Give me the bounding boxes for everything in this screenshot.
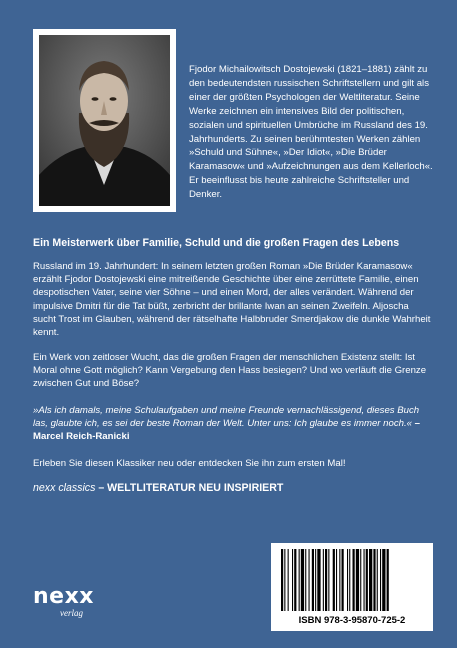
barcode-bar	[288, 549, 289, 611]
barcode-bar	[312, 549, 314, 611]
barcode-bar	[315, 549, 316, 611]
barcode-bar	[323, 549, 324, 611]
synopsis-paragraph: Russland im 19. Jahrhundert: In seinem letzten großen Roman »Die Brüder Karamasow« erzählt Fjodor Dostojewski eine mitreißende Geschichte über eine zerrüttete Familie, einen despotischen Vater, seine vier Söhne – und einen Mord, der alles verändert. Während der impulsive Dmitri für die Tat büßt, zerbricht der brillante Iwan an seinen Zweifeln. Aljoscha sucht Trost im Glauben, während der rätselhafte Halbbruder Smerdjakow die dunkle Wahrheit kennt.	[33, 261, 431, 339]
barcode-bar	[349, 549, 350, 611]
barcode-bar	[342, 549, 344, 611]
barcode-bar	[292, 549, 293, 611]
quote-text: »Als ich damals, meine Schulaufgaben und meine Freunde vernachlässigend, dieses Buch las, glaubte ich, es sei der beste Roman der Welt. Unter uns: Ich glaube es immer noch.«	[33, 405, 420, 430]
barcode-bar	[364, 549, 365, 611]
blurb-headline: Ein Meisterwerk über Familie, Schuld und die großen Fragen des Lebens	[33, 237, 400, 249]
publisher-logo	[33, 584, 103, 618]
barcode-bar	[356, 549, 359, 611]
barcode-bar	[294, 549, 296, 611]
series-line	[33, 482, 283, 494]
barcode-bar	[301, 549, 304, 611]
review-quote	[33, 404, 433, 444]
barcode-bar	[382, 549, 385, 611]
barcode-bar	[380, 549, 381, 611]
series-tagline: – WELTLITERATUR NEU INSPIRIERT	[95, 482, 284, 494]
barcode-bar	[353, 549, 355, 611]
barcode-bar	[309, 549, 310, 611]
author-bio: Fjodor Michailowitsch Dostojewski (1821–1881) zählt zu den bedeutendsten russischen Schriftstellern und gilt als einer der größten Psychologen der Weltliteratur. Seine Werke zeichnen ein intensives Bild der politischen, sozialen und spirituellen Umbrüche im Russland des 19. Jahrhunderts. Zu seinen berühmtesten Werken zählen »Schuld und Sühne«, »Der Idiot«, »Die Brüder Karamasow« und »Aufzeichnungen aus dem Kellerloch«. Er beeinflusst bis heute zahlreiche Schriftsteller und Denker.	[189, 64, 433, 201]
barcode-bar	[299, 549, 300, 611]
author-portrait	[39, 35, 170, 206]
call-to-action: Erleben Sie diesen Klassiker neu oder entdecken Sie ihn zum ersten Mal!	[33, 458, 346, 469]
isbn-label: ISBN 978-3-95870-725-2	[298, 615, 406, 626]
barcode-bar	[387, 549, 389, 611]
barcode-bar	[317, 549, 320, 611]
barcode	[271, 543, 433, 631]
author-portrait-frame	[33, 29, 176, 212]
quote-attribution: – Marcel Reich-Ranicki	[33, 418, 420, 443]
series-brand: nexx classics	[33, 482, 96, 494]
barcode-bar	[305, 549, 306, 611]
barcode-bar	[336, 549, 337, 611]
barcode-bar	[373, 549, 375, 611]
barcode-bar	[328, 549, 329, 611]
barcode-bar	[369, 549, 372, 611]
barcode-bar	[339, 549, 340, 611]
barcode-bars	[281, 549, 423, 611]
barcode-bar	[366, 549, 368, 611]
barcode-bar	[325, 549, 327, 611]
barcode-bar	[284, 549, 285, 611]
publisher-logo-sub: verlag	[60, 608, 83, 618]
barcode-bar	[281, 549, 283, 611]
barcode-bar	[347, 549, 348, 611]
themes-paragraph: Ein Werk von zeitloser Wucht, das die großen Fragen der menschlichen Existenz stellt: Ist Moral ohne Gott möglich? Kann Vergebung den Hass besiegen? Und wo verläuft die Grenze zwischen Gut und Böse?	[33, 352, 427, 390]
publisher-logo-word: nexx	[33, 584, 94, 609]
barcode-bar	[377, 549, 378, 611]
barcode-bar	[360, 549, 361, 611]
author-portrait-image	[39, 35, 170, 206]
barcode-bar	[333, 549, 335, 611]
